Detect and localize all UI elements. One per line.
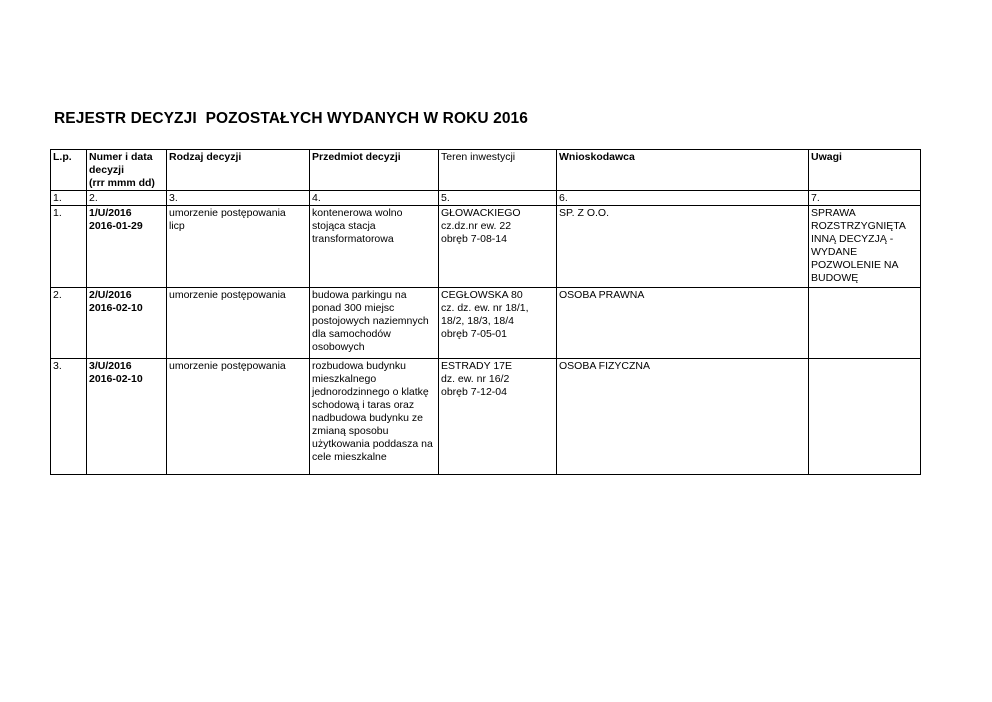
table-header-row [51,150,921,191]
row-decision-type: umorzenie postępowania [167,288,310,359]
row-number-date: 3/U/2016 2016-02-10 [87,359,167,475]
header-number-date: Numer i data decyzji (rrr mmm dd) [87,150,167,191]
row-applicant: OSOBA PRAWNA [557,288,809,359]
row-remarks: SPRAWA ROZSTRZYGNIĘTA INNĄ DECYZJĄ - WYDANE POZWOLENIE NA BUDOWĘ [809,206,921,288]
table-row [51,288,921,359]
row-decision-type: umorzenie postępowania licp [167,206,310,288]
column-number: 2. [87,191,167,206]
table-row [51,359,921,475]
column-number: 3. [167,191,310,206]
header-applicant: Wnioskodawca [557,150,809,191]
row-investment-area: CEGŁOWSKA 80 cz. dz. ew. nr 18/1, 18/2, 18/3, 18/4 obręb 7-05-01 [439,288,557,359]
column-number-row [51,191,921,206]
row-decision-type: umorzenie postępowania [167,359,310,475]
row-remarks [809,288,921,359]
document-title: REJESTR DECYZJI POZOSTAŁYCH WYDANYCH W ROKU 2016 [54,110,528,127]
header-remarks: Uwagi [809,150,921,191]
row-lp: 2. [51,288,87,359]
row-lp: 1. [51,206,87,288]
column-number: 1. [51,191,87,206]
column-number: 7. [809,191,921,206]
column-number: 6. [557,191,809,206]
decision-register-table [50,149,921,475]
header-lp: L.p. [51,150,87,191]
row-applicant: OSOBA FIZYCZNA [557,359,809,475]
row-investment-area: ESTRADY 17E dz. ew. nr 16/2 obręb 7-12-04 [439,359,557,475]
column-number: 4. [310,191,439,206]
row-investment-area: GŁOWACKIEGO cz.dz.nr ew. 22 obręb 7-08-14 [439,206,557,288]
column-number: 5. [439,191,557,206]
table-row [51,206,921,288]
row-number-date: 2/U/2016 2016-02-10 [87,288,167,359]
header-decision-subject: Przedmiot decyzji [310,150,439,191]
row-lp: 3. [51,359,87,475]
row-number-date: 1/U/2016 2016-01-29 [87,206,167,288]
row-decision-subject: rozbudowa budynku mieszkalnego jednorodzinnego o klatkę schodową i taras oraz nadbudowa budynku ze zmianą sposobu użytkowania poddasza na cele mieszkalne [310,359,439,475]
row-decision-subject: kontenerowa wolno stojąca stacja transformatorowa [310,206,439,288]
header-decision-type: Rodzaj decyzji [167,150,310,191]
header-investment-area: Teren inwestycji [439,150,557,191]
row-applicant: SP. Z O.O. [557,206,809,288]
row-decision-subject: budowa parkingu na ponad 300 miejsc postojowych naziemnych dla samochodów osobowych [310,288,439,359]
row-remarks [809,359,921,475]
